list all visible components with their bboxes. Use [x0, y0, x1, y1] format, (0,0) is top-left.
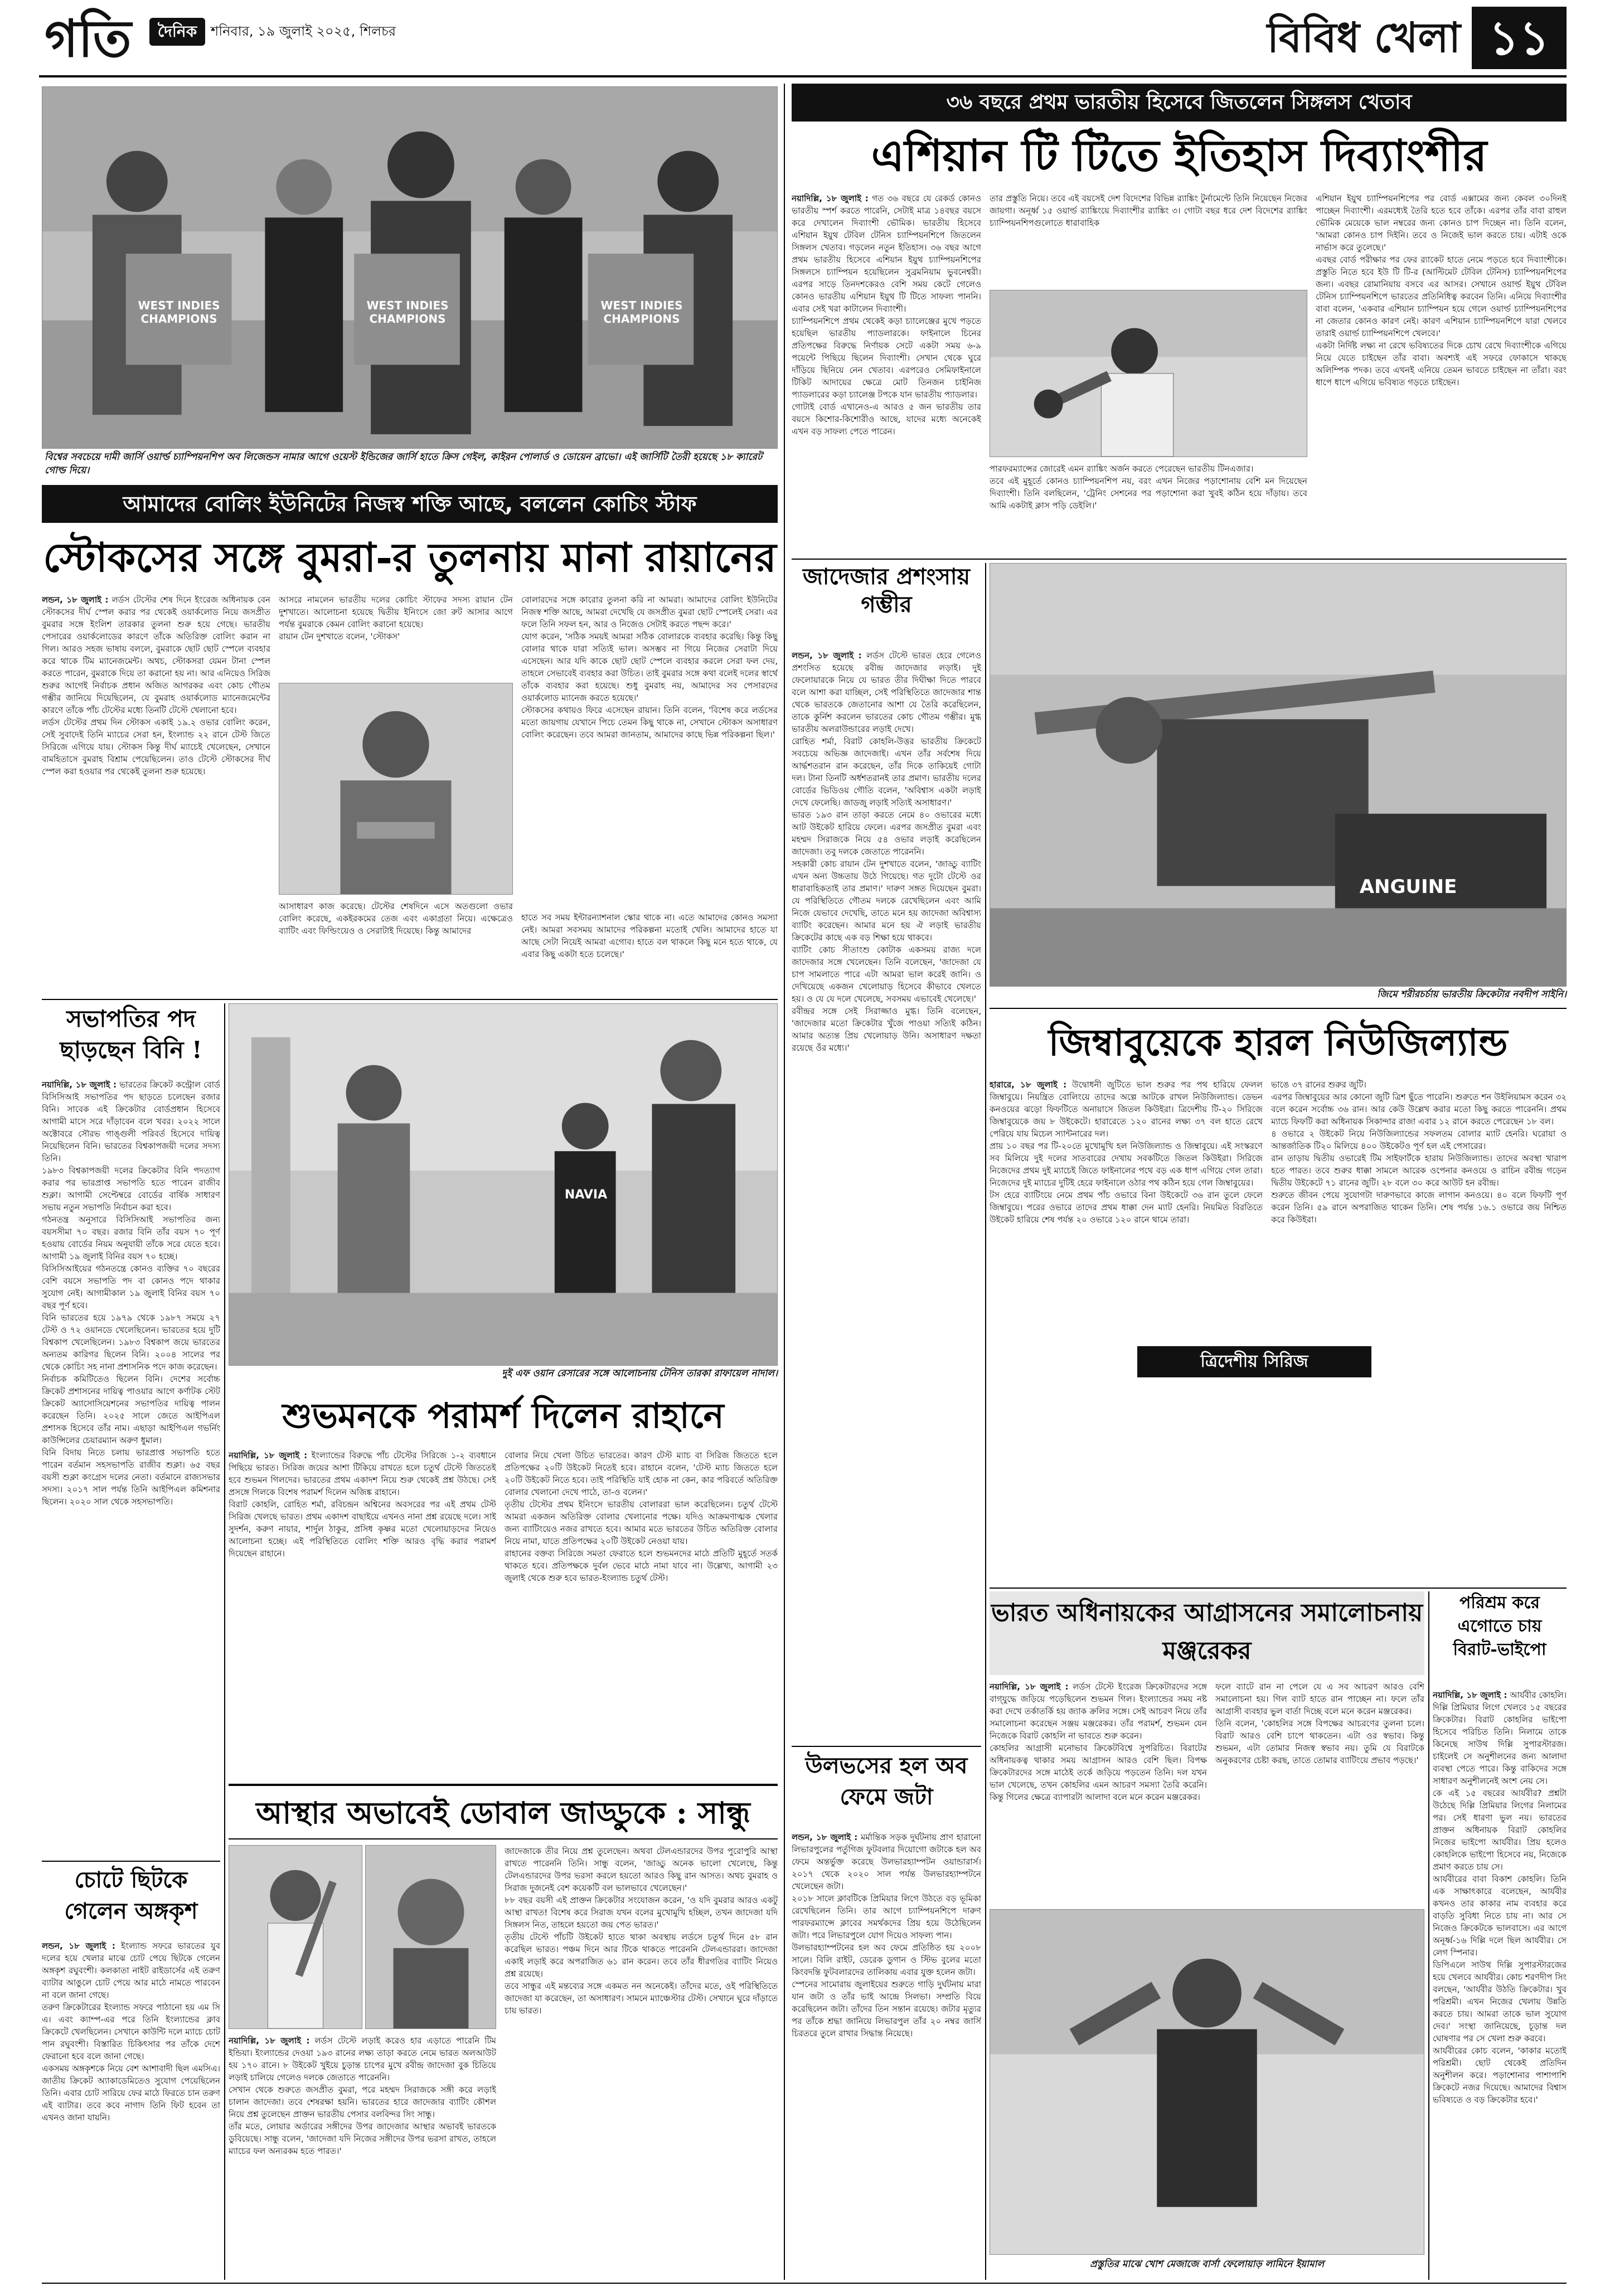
masthead-rule — [39, 75, 1567, 77]
yamal-photo-caption: প্রস্তুতির মাঝে খোশ মেজাজে বার্সা ফেলোয়াড় লামিনে ইয়ামাল — [1089, 2259, 1325, 2270]
asian-tt-kicker-text: ৩৬ বছরে প্রথম ভারতীয় হিসেবে জিতলেন সিঙ্গলস খেতাব — [946, 91, 1412, 114]
stokes-dateline: লন্ডন, ১৮ জুলাই : — [42, 595, 109, 605]
stokes-body1: লর্ডস টেস্টের শেষ দিনে ইংরেজ অধিনায়ক বেন স্টোকসের দীর্ঘ স্পেল করার পর থেকেই ওয়ার্কলোড নিয়ে জসপ্রীত বুমরার সঙ্গে ইংলিশ তারকার তুলনা শুরু হয়ে গেছে। ভারতীয় পেসারের ওয়ার্কলোডের কারণে তাঁকে অতিরিক্ত বোলিং করান না গিল। আরও সহজ ভাষায় বললে, বুমরাকে ছোট ছোট স্পেলে ব্যবহার করে থাকে টিম ম্যানেজমেন্ট। অথচ, স্টোকসরা যেমন টানা স্পেল করতে পারেন, বুমরাকে দিয়ে তা করানো হয় না। আর এনিয়েও সিরিজ শুরুর আগেই নির্বাচক প্রধান অজিত আগরকর এবং কোচ গৌতম গম্ভীর জানিয়ে দিয়েছিলেন, যে বুমরাহ ওয়ার্কলোড ম্যানেজমেন্টের কারণে তাঁকে পাঁচ টেস্টের মধ্যে তিনটি টেস্টে খেলানো হবে। লর্ডস টেস্টের প্রথম দিন স্টোকস একাই ১৯.২ ওভার বোলিং করেন, সেই সুবাদেই তিনি ম্যাচের সেরা হন, ইংল্যান্ড ২২ রানে টেস্ট জিতে সিরিজে এগিয়ে যায়। স্টোকস কিন্তু দীর্ঘ ম্যাচেই খেলেছেন, সেখানে বামহিতাসে বুমরাহ বিশ্রাম পেয়েছিলেন। তাও টেস্টে স্টোকসের দীর্ঘ স্পেল করা হওয়ার পর থেকেই তুলনা শুরু হয়েছে। — [42, 595, 270, 776]
nadal-shirt-text: NAVIA — [564, 1188, 608, 1202]
binny-dateline: নয়াদিল্লি, ১৮ জুলাই : — [42, 1080, 117, 1090]
angkrish-col — [42, 1940, 220, 2280]
virat-dateline: নয়াদিল্লি, ১৮ জুলাই : — [1433, 1690, 1507, 1700]
top-photo-caption: বিশ্বের সবচেয়ে দামী জার্সি ওয়ার্ল্ড চ্যাম্পিয়নশিপ অব লিজেন্ডস নামার আগে ওয়েস্ট ইন্ডিজের জার্সি হাতে ক্রিস গেইল, কাইরন পোলার্ড ও ডোয়েন ব্রাভো। এই জার্সিটি তৈরী হয়েছে ১৮ ক্যারেট গোল্ড দিয়ে। — [45, 452, 763, 476]
rule-binny-top — [42, 999, 778, 1000]
rahane-col1 — [229, 1449, 496, 1778]
gym-shirt-text: ANGUINE — [1359, 876, 1457, 898]
sandhu-headline-box — [229, 1784, 778, 1839]
rahane-body1: ইংল্যান্ডের বিরুদ্ধে পাঁচ টেস্টের সিরিজে ১-২ ব্যবধানে পিছিয়ে ভারত। সিরিজ জয়ের আশা টিকিয়ে রাখতে হলে চতুর্থ টেস্টে জিততেই হবে শুভমন গিলদের। ভারতের প্রথম একাদশ নিয়ে শুরু থেকেই প্রশ্ন উঠছে। সেই প্রসঙ্গে গিলকে বিশেষ পরামর্শ দিলেন অজিঙ্ক রাহানে। বিরাট কোহলি, রোহিত শর্মা, রবিচন্দ্রন অশ্বিনের অবসরের পর এই প্রথম টেস্ট সিরিজ খেলছে ভারত। প্রথম একাদশ বাছাইয়ে এখনও নানা প্রশ্ন রয়েছে দলে। সাই সুদর্শন, করুণ নায়ার, শার্দুল ঠাকুর, প্রসিধ কৃষ্ণর মতো খেলোয়াড়দের নিয়েও আলোচনা হচ্ছে। এই পরিস্থিতিতে বোলিং শক্তি আরও বৃদ্ধি করার পরামর্শ দিয়েছেন রাহানে। — [229, 1450, 496, 1559]
angkrish-body: ইংল্যান্ড সফরে ভারতের যুব দলের হয়ে খেলার মাঝে চোট পেয়ে ছিটকে গেলেন অঙ্গকৃশ রঘুবংশী। কলকাতা নাইট রাইডার্সের এই তরুণ ব্যাটার আঙুলে চোট পেয়ে আর মাঠে নামতে পারবেন না বলে জানা গেছে। তরুণ ক্রিকেটারের ইংল্যান্ড সফরে পাঠানো হয় এম সি এ। এবং ক্যাম্প-এর পরে তিনি ইংল্যান্ডের ক্লাব ক্রিকেটে খেলছিলেন। সেখানে কাউন্টি দলে ম্যাচে চোট পান রঘুবংশী। বিস্তারিত চিকিৎসার পর তাঁকে দেশে ফেরানো হবে বলে জানা গেছে। একসময় অঙ্গকৃশকে নিয়ে বেশ আশাবাদী ছিল এমসিএ। জাতীয় ক্রিকেট অ্যাকাডেমিতেও সুযোগ পেয়েছিলেন তিনি। এবার চোট সারিয়ে ফের মাঠে ফিরতে চান তরুণ এই ব্যাটার। তবে কবে নাগাদ তিনি ফিট হবেন তা এখনও জানা যায়নি। — [42, 1941, 220, 2123]
ulabhas-body: মর্মান্তিক সড়ক দুর্ঘটনায় প্রাণ হারানো লিভারপুলের পর্তুগিজ ফুটবলার দিয়োগো জটাকে হল অব ফেমে অন্তর্ভুক্ত করেছে উলভারহ্যাম্পটন ওয়ান্ডারার্স। ২০১৭ থেকে ২০২০ সাল পর্যন্ত উলভারহ্যাম্পটনে খেলেছেন জটা। ২০১৮ সালে ক্লাবটিকে প্রিমিয়ার লিগে উঠতে বড় ভূমিকা রেখেছিলেন তিনি। তার আগে চ্যাম্পিয়নশিপে দারুণ পারফরম্যান্সে ক্লাবের সমর্থকদের প্রিয় হয়ে উঠেছিলেন জটা। পরে লিভারপুলে যোগ দিয়েও সাফল্য পান। উলভারহ্যাম্পটনের হল অব ফেমে প্রতিষ্ঠিত হয় ২০০৮ সালে। বিলি রাইট, ডেরেক ডুগান ও স্টিভ বুলের মতো কিংবদন্তি ফুটবলারদের তালিকায় এবার যুক্ত হলেন জটা। স্পেনের সামোরায় জুলাইয়ের শুরুতে গাড়ি দুর্ঘটনায় মারা যান জটা ও তাঁর ভাই আন্দ্রে সিলভা। সম্প্রতি বিয়ে করেছিলেন জটা। তাঁদের তিন সন্তান রয়েছে। জটার মৃত্যুর পর তাঁকে শ্রদ্ধা জানিয়ে লিভারপুল তাঁর ২০ নম্বর জার্সি চিরতরে তুলে রাখার সিদ্ধান্ত নিয়েছে। — [792, 1832, 981, 2038]
jadeja-col — [792, 649, 981, 1742]
sister-logo — [149, 18, 205, 46]
virat-headline: পরিশ্রম করে এগোতে চায় বিরাট-ভাইপো — [1453, 1593, 1546, 1659]
rule-angkrish — [42, 1861, 220, 1862]
gill-critic-dateline: নয়াদিল্লি, ১৮ জুলাই : — [990, 1682, 1069, 1692]
jersey-text-1: WEST INDIES CHAMPIONS — [138, 299, 220, 326]
nadal-photo — [229, 1003, 778, 1366]
sandhu-col1 — [229, 2035, 496, 2280]
yamal-photo — [990, 1909, 1424, 2255]
virat-body: আর্যবীর কোহলি। দিল্লি প্রিমিয়ার লিগে খেলবে ১৫ বছরের ক্রিকেটার। বিরাট কোহলির ভাইপো হিসেবে পরিচিত তিনি। নিলামে তাকে কিনেছে সাউথ দিল্লি সুপারস্টারজ। চাইলেই সে অনুশীলনের জন্য আলাদা ব্যবস্থা পেতে পারে। কিন্তু বাকিদের সঙ্গে সাধারণ অনুশীলনেই অংশ নেয় সে। কে এই ১৫ বছরের আর্যবীর? প্রশ্নটা উঠেছে দিল্লি প্রিমিয়ার লিগের নিলামের পর। সেই ধারণা ভুল নয়। ভারতের প্রাক্তন অধিনায়ক বিরাট কোহলির নিজের ভাইপো আর্যবীর। প্রিয় হলেও কোহলিকে ভাইপো হিসেবে নয়, নিজেকে প্রমাণ করতে চায় সে। আর্যবীরের বাবা বিকাশ কোহলি। তিনি এক সাক্ষাৎকারে বলেছেন, আর্যবীর কখনও তার কাকার নাম ব্যবহার করে বাড়তি সুবিধা নিতে চায় না। আর সে নিজেও ক্রিকেটকে ভালবাসে। এর আগে অনূর্ধ্ব-১৬ দিল্লি দলে ছিল আর্যবীর। সে লেগ স্পিনার। ডিপিএলে সাউথ দিল্লি সুপারস্টারজের হয়ে খেলবে আর্যবীর। কোচ শরণদীপ সিং বলছেন, 'আর্যবীর উঠতি ক্রিকেটার। খুব পরিশ্রমী। এখন নিজের খেলায় উন্নতি করতে চায়। আমরা তাকে ভাল সুযোগ দেব।' সংস্থা জানিয়েছে, চূড়ান্ত দল ঘোষণার পর সে খেলা শুরু করবে। আর্যবীরের কোচ বলেন, 'কাকার মতোই পরিশ্রমী। ছোট থেকেই প্রতিদিন অনুশীলন করে। পড়াশোনার পাশাপাশি ক্রিকেটে নজর দিয়েছে। আমাদের বিশ্বাস ভবিষ্যতে ও বড় ক্রিকেটার হবে।' — [1433, 1690, 1567, 2105]
jersey-text-3: WEST INDIES CHAMPIONS — [600, 299, 683, 326]
date-line: শনিবার, ১৯ জুলাই ২০২৫, শিলচর — [211, 23, 396, 39]
rule-main — [784, 84, 785, 2280]
jadeja-dateline: লন্ডন, ১৮ জুলাই : — [792, 651, 862, 661]
sandhu-dateline: নয়াদিল্লি, ১৮ জুলাই : — [229, 2036, 310, 2046]
gill-critic-headline: ভারত অধিনায়কের আগ্রাসনের সমালোচনায় মঞ্জরেকর — [991, 1599, 1423, 1665]
virat-col — [1433, 1689, 1567, 2280]
gill-critic-headline-box — [990, 1591, 1424, 1675]
asian-tt-col3: পারফরম্যান্সের জোরেই এমন র‍্যাঙ্কিং অর্জন করতে পেরেছেন ভারতীয় টিনএজার। তবে এই মুহূর্তে কোনও চ্যাম্পিয়নশিপ নয়, বরং এখন নিজের পড়াশোনায় বেশি মন দিয়েছেন দিব্যাংশী। তিনি বলছিলেন, 'ট্রেনিং সেশনের পর পড়াশোনা করা খুবই কঠিন হয়ে দাঁড়ায়। তবে আমি একটাই ক্লাস পড়ি ডেইলি।' — [990, 464, 1307, 511]
sister-logo-text: দৈনিক — [157, 22, 197, 41]
asian-tt-col2: তার প্রস্তুতি নিয়ে। তবে এই বয়সেই দেশ বিদেশের বিভিন্ন র‍্যাঙ্কিং টুর্নামেন্টে তিনি নিয়েছেন নিজের জায়গা। অনূর্ধ্ব ১৫ ওয়ার্ল্ড র‍্যাঙ্কিংয়ে দিব্যাংশীর র‍্যাঙ্কিং ৩। গোটা বছর ধরে দেশ বিদেশের র‍্যাঙ্কিং চ্যাম্পিয়নশিপগুলোতে ধারাবাহিক — [990, 193, 1307, 228]
binny-col — [42, 1079, 220, 1859]
zim-col1 — [990, 1079, 1263, 1586]
ulabhas-headline: উলভসের হল অব ফেমে জটা — [805, 1753, 968, 1810]
sandhu-photo-1 — [229, 1845, 362, 2029]
divyanshi-photo — [990, 290, 1307, 457]
rule-virat — [1428, 1591, 1429, 2280]
section-title: বিবিধ খেলা — [1267, 14, 1461, 62]
asian-tt-headline: এশিয়ান টি টিতে ইতিহাস দিব্যাংশীর — [871, 130, 1487, 181]
trination-label-text: ত্রিদেশীয় সিরিজ — [1200, 1352, 1308, 1371]
stokes-col2b: আসাধারণ কাজ করেছে। টেস্টের শেষদিনে এসে অতগুলো ওভার বোলিং করেছে, একইরকমের তেজ এবং একাগ্রতা নিয়ে। এক্ষেত্রেও ব্যাটিং এবং ফিল্ডিংয়েও ও সেরাটাই দিয়েছে। কিন্তু আমাদের — [279, 901, 513, 936]
rahane-col2: বোলার নিয়ে খেলা উচিত ভারতের। কারণ টেস্ট ম্যাচ বা সিরিজ জিততে হলে প্রতিপক্ষের ২০টি উইকেট নিতেই হবে। রাহানে বলেন, 'টেস্ট ম্যাচ জিততে হলে ২০টি উইকেট নিতে হবে। তাই পরিস্থিতি যাই হোক না কেন, কার পরিবর্তে অতিরিক্ত বোলার খেলানো দেখে পাঠে, তা-ও বলেন।' তৃতীয় টেস্টের প্রথম ইনিংসে ভারতীয় বোলাররা ভাল করেছিলেন। চতুর্থ টেস্টে আমরা একজন অতিরিক্ত বোলার খেলানোর পক্ষে। যদিও আক্রমণাত্মক খেলার জন্য ব্যাটিংয়েও নজর রাখতে হবে। আমার মতে ভারতের উচিত অতিরিক্ত বোলার নিয়ে নামা, যাতে প্রতিপক্ষের ২০টি উইকেট নেওয়া যায়। রাহানের বক্তব্য সিরিজে সমতা ফেরাতে হলে শুভমনদের মাঠে প্রতিটি মুহূর্তে সতর্ক থাকতে হবে। প্রতিপক্ষকে দুর্বল ভেবে মাঠে নামা যাবে না। উল্লেখ্য, আগামী ২৩ জুলাই থেকে শুরু হবে ভারত-ইংল্যান্ড চতুর্থ টেস্ট। — [505, 1450, 778, 1583]
rule-left-mid — [224, 1003, 225, 2280]
binny-body: ভারতের ক্রিকেট কন্ট্রোল বোর্ড বিসিসিআই সভাপতির পদ ছাড়তে চলেছেন রজার বিনি। সাবেক এই ক্রিকেটার বোর্ডপ্রধান হিসেবে আগামী মাসে সরে দাঁড়াবেন বলে খবর। ২০২২ সালে অক্টোবরে সৌরভ গাঙ্গুলী পরিবর্ত হিসেবে দায়িত্ব নিয়েছিলেন বিনি। ভারতের বিশ্বকাপজয়ী দলের সদস্য তিনি। ১৯৮৩ বিশ্বকাপজয়ী দলের ক্রিকেটার বিনি পদত্যাগ করার পর ভারপ্রাপ্ত সভাপতি হতে পারেন রাজীব শুক্লা। আগামী সেপ্টেম্বরে বোর্ডের বার্ষিক সাধারণ সভায় নতুন সভাপতি নির্বাচন করা হবে। গঠনতন্ত্র অনুসারে বিসিসিআই সভাপতির জন্য বয়সসীমা ৭০ বছর। রজার বিনি তাঁর বয়স ৭০ পূর্ণ হওয়ায় বোর্ডের নিয়ম অনুযায়ী তাঁকে সরে যেতে হবে। আগামী ১৯ জুলাই বিনির বয়স ৭০ হচ্ছে। বিসিসিআইয়ের গঠনতন্ত্রে কোনও ব্যক্তির ৭০ বছরের বেশি বয়সে সভাপতি পদ বা কোনও পদে থাকার সুযোগ নেই। আগামীকাল ১৯ জুলাই বিনির বয়স ৭০ বছর পূর্ণ হবে। বিনি ভারতের হয়ে ১৯৭৯ থেকে ১৯৮৭ সময়ে ২৭ টেস্ট ও ৭২ ওয়ানডে খেলেছিলেন। ভারতের হয়ে দুটি বিশ্বকাপ খেলেছিলেন। ১৯৮৩ বিশ্বকাপ জয়ে ভারতের অন্যতম কারিগর ছিলেন বিনি। ২০০৪ সালের পর থেকে কোচিং সহ নানা প্রশাসনিক পদে কাজ করেছেন। নির্বাচক কমিটিতেও ছিলেন বিনি। দেশের সর্বোচ্চ ক্রিকেট প্রশাসনের দায়িত্ব পাওয়ার আগে কর্ণাটক স্টেট ক্রিকেট অ্যাসোসিয়েশনের সভাপতির দায়িত্ব পালন করেছেন তিনি। ২০২৫ সালে জেতে আইপিএল প্রশাসক হিসেবে তাঁর নাম। এছাড়া আইপিএল গভর্নিং কাউন্সিলের চেয়ারম্যান অরুণ ধুমাল। বিনি বিদায় নিতে চলায় ভারপ্রাপ্ত সভাপতি হতে পারেন বর্তমান সহসভাপতি রাজীব শুক্লা। ৬৫ বছর বয়সী শুক্লা কংগ্রেস দলের নেতা। বর্তমানে রাজ্যসভার সদস্য। ২০১৭ সাল পর্যন্ত তিনি আইপিএল কমিশনার ছিলেন। ২০২০ সাল থেকে সহসভাপতি। — [42, 1080, 220, 1507]
jadeja-headline: জাদেজার প্রশংসায় গম্ভীর — [802, 564, 971, 618]
binny-headline: সভাপতির পদ ছাড়ছেন বিনি ! — [60, 1005, 202, 1064]
sandhu-headline: আস্থার অভাবেই ডোবাল জাড্ডুকে : সান্ধু — [256, 1795, 750, 1831]
rule-gill-top — [990, 1588, 1567, 1589]
asian-tt-body1: গত ৩৬ বছরে যে রেকর্ড কোনও ভারতীয় স্পর্শ করতে পারেনি, সেটাই মাত্র ১৪বছর বয়সে করে দেখালেন দিব্যাংশী ভৌমিক। ভারতীয় হিসেবে এশিয়ান ইয়ুথ টেবিল টেনিস চ্যাম্পিয়নশিপে জিতলেন সিঙ্গলস খেতাব। গড়লেন নতুন ইতিহাস। ৩৬ বছর আগে প্রথম ভারতীয় হিসেবে এশিয়ান ইয়ুথ চ্যাম্পিয়নশিপের সিঙ্গলসে চ্যাম্পিয়ন হয়েছিলেন সুব্রমনিয়াম ভুবনেশ্বরী। এরপর সাড়ে তিনদশকেরও বেশি সময় কেটে গেলেও কোনও ভারতীয় এশিয়ান ইয়ুথ টি টিতে সাফল্য পাননি। এবার সেই খরা কাটালেন দিব্যাংশী। চ্যাম্পিয়নশিপে প্রথম থেকেই কড়া চ্যালেঞ্জের মুখে পড়তে হয়েছিল ভারতীয় প্যাডলারকে। ফাইনালে চিনের প্রতিপক্ষের বিরুদ্ধে নির্ণায়ক সেটে একটা সময় ৬-৯ পয়েন্টে পিছিয়ে ছিলেন দিব্যাংশী। সেখান থেকে ঘুরে দাঁড়িয়ে ছিনিয়ে নেন খেতাব। এরপরেও সেমিফাইনালে টিকিট আদায়ের ক্ষেত্রে মোট তিনজন চাইনিজ প্যাডলারের কড়া চ্যালেঞ্জ টপকে যান ভারতীয় প্যাডলার। গোটাই বোর্ড এখানেও-এ আরও ৫ জন ভারতীয় তার বয়সে কিশোর-কিশোরীও আছে, যাদের মধ্যে অনেকেই এখন বড় সাফল্য পেতে পারেন। — [792, 193, 981, 436]
masthead — [0, 0, 1605, 84]
angkrish-headline: চোটে ছিটকে গেলেন অঙ্গকৃশ — [64, 1867, 198, 1924]
rule-bottom — [42, 2283, 1567, 2284]
stokes-col3: বোলারদের সঙ্গে কারোর তুলনা করি না আমরা। আমাদের বোলিং ইউনিটের নিজস্ব শক্তি আছে, আমরা দেখেছি যে জসপ্রীত বুমরা ছোট স্পেলেই সেরা। এর ফলে তিনি সফল হন, আর ও নিজেও সেটাই করতে পছন্দ করে।' যোগ করেন, 'সঠিক সময়ই আমরা সঠিক বোলারকে ব্যবহার করেছি। কিন্তু কিছু বোলার থাকে যারা সত্যিই ভাল। অসম্ভব না গিয়ে নিজের সেরাটা দিয়ে এসেছেন। আর যদি কাকে ছোট ছোট স্পেলে ব্যবহার করলে সেরা ফল দেয়, তাহলে সেভাবেই ব্যবহার করা উচিত। তাই বুমরার সঙ্গে কথা বলেই দলের স্বার্থে তাঁকে ব্যবহার করা হয়েছে। শুধু বুমরাহ নয়, আমাদের সব পেসারদের ওয়ার্কলোড ম্যানেজ করতে হয়েছে।' স্টোকসের কথায়ও ফিরে এসেছেন রায়ান। তিনি বলেন, 'বিশেষ করে লর্ডসের মতো জায়গায় যেখানে পিচে তেমন কিছু থাকে না, সেখানে স্টোকস অসাধারণ বোলিং করেছেন। তবে আমরা জানতাম, আমাদের কাছে ভিন্ন পরিকল্পনা ছিল।' — [521, 595, 778, 740]
jadeja-body: লর্ডস টেস্টে ভারত হেরে গেলেও প্রশংসিত হয়েছে রবীন্দ্র জাদেজার লড়াই। দুই ফেলোয়ারকে নিয়ে যে ভারত তীর দিঘীক্ষা দিতে পারবে বলে আশা করা যাচ্ছিল, সেই পরিস্থিতিতে জাদেজার শান্ত থেকে ভারতকে জেতানোর আশা যে তৈরি করেছিলেন, তাকে কুর্নিশ করলেন ভারতের কোচ গৌতম গম্ভীর। মুগ্ধ ভারতীয় অলরাউন্ডারের লড়াই দেখে। রোহিত শর্মা, বিরাট কোহলি-উত্তর ভারতীয় ক্রিকেটে সবচেয়ে অভিজ্ঞ জাদেজাই। এখন তাঁর সর্বশেষ দিয়ে আর্দ্ধশতরান রান করেছেন, তাঁর দিকে তাকিয়েই গোটা দল। টানা তিনটি অর্ধশতরানই তার প্রমাণ। ভারতীয় দলের বোর্ডের ভিডিওয় গৌতি বলেন, 'অবিশ্বাস একটা লড়াই দেখে ফেলেছি। জাডজু লড়াই সত্যিই অসাধারণ।' ভারত ১৯৩ রান তাড়া করতে নেমে ৪০ ওভারের মধ্যে আট উইকেট হারিয়ে ফেলে। এরপর জসপ্রীত বুমরা এবং মহম্মদ সিরাজকে নিয়ে ৫৪ ওভার লড়াই করেছিলেন জাদেজা। তবু দলকে জেতাতে পারেননি। সহকারী কোচ রায়ান টেন দুশখাতে বলেন, 'জাড্ডু ব্যাটিং এখন অন্য উচ্চতায় উঠে গিয়েছে। গত দুটো টেস্টে ওর ধারাবাহিকতাই তার প্রমাণ।' দারুণ সঙ্গত দিয়েছেন বুমরা। যে পরিস্থিতিতে গৌতম দলকে রেখেছিলেন এবং আমি নিজে যেভাবে দেখেছি, তাতে মনে হয় জাদেজা অবিশ্বাস্য ব্যাটিং করেছেন। আমার মনে হয় ঐ লড়াই ভারতীয় ক্রিকেটের কাছে এক বড় শিক্ষা হয়ে থাকবে। ব্যাটিং কোচ সীতাংশু কোটাক একসময় রাজ্য দলে জাদেজার সঙ্গে খেলেছেন। তিনি বলেছেন, 'জাদেজা যে চাপ সামলাতে পারে এটা আমরা ভাল করেই জানি। ও দেখিয়েছে একজন খেলোয়াড় হিসেবে কীভাবে খেলতে হয়। ও যে যে দলে খেলেছে, সবসময় এভাবেই খেলেছে।' রবীন্দ্রর সঙ্গে সেই সিরাজ্জাও মুগ্ধ। তিনি বলেছেন, 'জাদেজার মতো ক্রিকেটার খুঁজে পাওয়া সত্যিই কঠিন। আমার অত্যন্ত প্রিয় খেলোয়াড় উনি। অসাধারণ দক্ষতা রয়েছে ওঁর মধ্যে।' — [792, 651, 981, 1053]
coach-photo — [279, 683, 513, 895]
gym-photo-caption: জিমে শরীরচর্চায় ভারতীয় ক্রিকেটার নবদীপ সাইনি। — [1377, 989, 1567, 1000]
zim-dateline: হারারে, ১৮ জুলাই : — [990, 1080, 1067, 1090]
rule-asian-bottom — [792, 559, 1567, 560]
ulabhas-col — [792, 1831, 981, 2277]
rule-ulabhas-top — [792, 1746, 981, 1747]
jersey-text-2: WEST INDIES CHAMPIONS — [366, 299, 449, 326]
gill-critic-body1: লর্ডস টেস্টে ইংরেজ ক্রিকেটারদের সঙ্গে বাগ্‌যুদ্ধে জড়িয়ে পড়েছিলেন শুভমন গিল। ইংল্যান্ডের সময় নষ্ট করা দেখে তর্কাতর্কি হয় জ্যাক ক্রলির সঙ্গে। সেই আচরণ নিয়ে তাঁর সমালোচনা করেছেন সঞ্জয় মঞ্জরেকর। তাঁর পরামর্শ, শুভমন যেন নিজেকে বিরাট কোহলি না ভাবতে শুরু করেন। কোহলির আগ্রাসী মনোভাব ক্রিকেটবিশ্বে সুপরিচিত। বিরাটের অধিনায়কত্ব থাকার সময় আগ্রাসন আরও বেশি ছিল। বিপক্ষ ক্রিকেটারদের সঙ্গে মাঠেই তর্কে জড়িয়ে পড়তেন তিনি। দল যখন ভাল খেলেছে, তখন কোহলির এমন আচরণ সমস্যা তৈরি করেনি। কিন্তু গিলের ক্ষেত্রে ব্যাপারটা আলাদা বলে মনে করেন মঞ্জরেকর। — [990, 1682, 1207, 1802]
asian-tt-kicker — [792, 84, 1567, 122]
rahane-headline: শুভমনকে পরামর্শ দিলেন রাহানে — [282, 1395, 724, 1436]
stokes-col1 — [42, 594, 270, 995]
sandhu-body1: লর্ডস টেস্টে লড়াই করেও হার এড়াতে পারেনি টিম ইন্ডিয়া। ইংল্যান্ডের দেওয়া ১৯৩ রানের লক্ষ্য তাড়া করতে নেমে ভারত অলআউট হয় ১৭০ রানে। ৮ উইকেট খুইয়ে চুড়ান্ত চাপের মুখে রবীন্দ্র জাদেজা বুক চিতিয়ে লড়াই চালিয়ে গেলেও দলকে জেতাতে পারেননি। সেখান থেকে শুরুতে জসপ্রীত বুমরা, পরে মহম্মদ সিরাজকে সঙ্গী করে লড়াই চালান জাদেজা। তবে শেষরক্ষা হয়নি। ভারতের হারে জাদেজার ব্যাটিং কৌশল নিয়ে প্রশ্ন তুলেছেন প্রাক্তন ভারতীয় পেসার বলবিন্দর সিং সান্ধু। তাঁর মতে, লোয়ার অর্ডারের সঙ্গীদের উপর জাদেজার আস্থার অভাবই ভারতকে ডুবিয়েছে। সান্ধু বলেন, 'জাদেজা যদি নিজের সঙ্গীদের উপর ভরসা রাখত, তাহলে ম্যাচের ফল অন্যরকম হতে পারত।' — [229, 2036, 496, 2156]
bowling-banner-text: আমাদের বোলিং ইউনিটের নিজস্ব শক্তি আছে, বললেন কোচিং স্টাফ — [123, 492, 697, 516]
zim-body1: উদ্বোধনী জুটিতে ভাল শুরুর পর পথ হারিয়ে ফেলল জিম্বাবুয়ে। নিয়ন্ত্রিত বোলিংয়ে তাদের অল্পে আটকে রাখল নিউজিল্যান্ড। ডেভন কনওয়ের ঝড়ো ফিফটিতে অনায়াসে জিতল কিউইরা। ত্রিদেশীয় টি-২০ সিরিজে জিম্বাবুয়েকে জয় ৮ উইকেটে। হারারেতে ১২০ রানের লক্ষ্য ৩৭ বল হাতে রেখে পেরিয়ে যায় মিচেল স্যান্টনারের দল। প্রায় ১০ বছর পর টি-২০তে মুখোমুখি হল নিউজিল্যান্ড ও জিম্বাবুয়ে। এই সংস্করণে সব মিলিয়ে দুই দলের সাতবারের দেখায় সবকটিতে জিতল কিউইরা। সিরিজে নিজেদের প্রথম দুই ম্যাচেই জিতে ফাইনালের পথে বড় এক ধাপ এগিয়ে গেল তারা। নিজেদের দুই ম্যাচের দুটিই হেরে ফাইনালে ওঠার পথ কঠিন হয়ে গেল জিম্বাবুয়ের। টস হেরে ব্যাটিংয়ে নেমে প্রথম পাঁচ ওভারে বিনা উইকেটে ৩৬ রান তুলে ফেলে জিম্বাবুয়ে। পরের ওভারে তাদের প্রথম ধাক্কা দেন ম্যাট হেনরি। নিয়মিত বিরতিতে উইকেট হারিয়ে শেষ পর্যন্ত ২০ ওভারে ১২০ রানে থামে তারা। — [990, 1080, 1263, 1225]
zim-col2: ভাঙে ৩৭ রানের শুরুর জুটি। এরপর জিম্বাবুয়ের আর কোনো জুটি ত্রিশ ছুঁতে পারেনি। শুরুতে শন উইলিয়ামস করেন ৩২ বলে করেন সর্বোচ্চ ৩৬ রান। আর কেউ উল্লেখ করার মতো কিছু করতে পারেননি। প্রথম ম্যাচে ফিফটি করা অধিনায়ক সিকান্দার রাজা এবার ১২ রানে করতে পেরেছেন ১৮ বল। ৪ ওভারে ২ উইকেট নিয়ে নিউজিল্যান্ডের সফলতম বোলার ম্যাট হেনরি। ঘরোয়া ও আন্তর্জাতিক টি২০ মিলিয়ে ৪০০ উইকেটও পূর্ণ হল এই পেসারের। রান তাড়ায় দ্বিতীয় ওভারেই টিম সাইফার্টকে হারায় নিউজিল্যান্ড। তাদের অবস্থা খারাপ হতে পারত। তবে শুরুর ধাক্কা সামলে আরেক ওপেনার কনওয়ে ও রাচিন রবীন্দ্র গড়েন দ্বিতীয় উইকেটে ৭১ রানের জুটি। ২৮ বলে ৩০ করে আউট হন রবীন্দ্র। শুরুতে জীবন পেয়ে সুযোগটা দারুণভাবে কাজে লাগান কনওয়ে। ৪০ বলে ফিফটি পূর্ণ করেন তিনি। ৫৯ রানে অপরাজিত থাকেন তিনি। শেষ পর্যন্ত ১৬.১ ওভারে জয় নিশ্চিত করে কিউইরা। — [1271, 1080, 1567, 1225]
gill-critic-col1 — [990, 1681, 1207, 1904]
page-number: ১১ — [1472, 7, 1567, 69]
rule-jadeja — [985, 563, 986, 2280]
sandhu-photo-2 — [365, 1845, 496, 2029]
ulabhas-dateline: লন্ডন, ১৮ জুলাই : — [792, 1832, 858, 1842]
zim-headline: জিম্বাবুয়েকে হারল নিউজিল্যান্ড — [1048, 1021, 1508, 1064]
stokes-col2: আসরে নামলেন ভারতীয় দলের কোচিং স্টাফের সদস্য রায়ান টেন দুশখাতে। আলোচনা হয়েছে দ্বিতীয় ইনিংসে জো রুট আসার আগে পর্যন্ত বুমরাকে কেমন বোলিং করানো হয়েছে। রায়ান টেন দুশখাতে বলেন, 'স্টোকস' — [279, 595, 513, 642]
bowling-banner — [42, 485, 778, 523]
nadal-photo-caption: দুই এফ ওয়ান রেসারের সঙ্গে আলোচনায় টেনিস তারকা রাফায়েল নাদাল। — [502, 1368, 778, 1379]
asian-tt-dateline: নয়াদিল্লি, ১৮ জুলাই : — [792, 193, 869, 203]
stokes-col3b: হাতে সব সময় ইন্টারন্যাশনাল স্কোর থাকে না। এতে আমাদের কোনও সমস্যা নেই। আমরা সবসময় আমাদের পরিকল্পনা মতোই খেলি। আমাদের হাতে যা আছে সেটা নিয়েই আমরা এগোব। হাতে বল থাকলে কিছু মনে হতে থাকে, যে এবার কিছু একটা হতে চলেছে।' — [521, 912, 778, 959]
sandhu-col2: জাদেজাকে তীর নিয়ে প্রশ্ন তুলেছেন। অথবা টেলএন্ডারদের উপর পুরোপুরি আস্থা রাখতে পারেননি তিনি। সান্ধু বলেন, 'জাড্ডু অনেক ভালো খেলেছে, কিন্তু টেলএন্ডারদের উপর ভরসা করলে হয়তো আরও কিছু রান আসত। অথচ বুমরাহ ও সিরাজ দুজনেই বেশ কয়েকটি বল ভালভাবে খেলেছেন।' ৮৮ বছর বয়সী এই প্রাক্তন ক্রিকেটার সংযোজন করেন, 'ও যদি বুমরার আরও একটু আস্থা রাখত! বিশেষ করে সিরাজ যখন বলের মুখোমুখি হচ্ছিল, তখন জাদেজা যদি সিঙ্গলস নিত, তাহলে হয়তো জয় পেত ভারত।' তৃতীয় টেস্টে পাঁচটি উইকেট হাতে থাকা অবস্থায় লর্ডসে চতুর্থ দিনে ৫৮ রান করেছিল ভারত। পঞ্চম দিনে আর টিকে থাকতে পারেননি টেলএন্ডাররা। জাদেজা একাই লড়াই করে অপরাজিত ৬১ রান করেন। তবে তাঁর ধীরগতির ব্যাটিং নিয়েও প্রশ্ন রয়েছে। তবে সান্ধুর এই মন্তব্যের সঙ্গে একমত নন অনেকেই। তাঁদের মতে, ওই পরিস্থিতিতে জাদেজা যা করেছেন, তা অসাধারণ। সামনে ম্যাঞ্চেস্টার টেস্ট। সেখানে ঘুরে দাঁড়াতে চায় ভারত। — [505, 1846, 778, 2016]
gill-critic-col2: ফলে ব্যাটে রান না পেলে যে এ সব আচরণ আরও বেশি সমালোচনা হয়। গিল ব্যাট হাতে রান পাচ্ছেন না। ফলে তাঁর আগ্রাসী ব্যবহার ভুল বার্তা দিচ্ছে বলে মনে করেন মঞ্জরেকর। তিনি বলেন, 'কোহলির সঙ্গে বিপক্ষের আচরণের তুলনা চলে। বিরাট আরও বেশি চাপে থাকতেন। এটা ওর স্বভাব। কিন্তু শুভমন, এটা তোমার নিজস্ব স্বভাব নয়। তুমি যে বিরাটকে অনুকরণের চেষ্টা করছ, তাতে তোমার ব্যাটিংয়ে প্রভাব পড়ছে।' — [1215, 1682, 1424, 1765]
top-photo — [42, 86, 778, 449]
asian-tt-col1 — [792, 192, 981, 555]
rahane-dateline: নয়াদিল্লি, ১৮ জুলাই : — [229, 1450, 308, 1460]
asian-tt-col4: এশিয়ান ইয়ুথ চ্যাম্পিয়নশিপের পর বোর্ড এক্সামের জন্য কেবল ৩০দিনই পাচ্ছেন দিব্যাংশী। এরমধ্যেই তৈরি হতে হবে তাঁকে। এরপর তাঁর বাবা রাহুল ভৌমিক মেয়েকে ভাল নম্বরের জন্য কোনও চাপ দিচ্ছেন না। তিনি বলেন, 'আমরা কোনও চাপ দিইনি। তবে ও নিজেই ভাল করতে চায়। এটাই ওকে নার্ভাস করে তুলেছে।' এবছর বোর্ড পরীক্ষার পর ফের র‍্যাকেট হাতে নেমে পড়তে হবে দিব্যাংশীকে। প্রস্তুতি নিতে হবে ইউ টি টি-র (আল্টিমেট টেবিল টেনিস) চ্যাম্পিয়নশিপের জন্য। এবছর রোমানিয়ায় বসবে এর আসর। সেখানে ওয়ার্ল্ড ইয়ুথ টেবিল টেনিস চ্যাম্পিয়নশিপে ভারতের প্রতিনিধিত্ব করবেন তিনি। এনিয়ে দিব্যাংশীর বাবা বলেন, 'একবার এশিয়ান চ্যাম্পিয়ন হয়ে গেলে ওয়ার্ল্ড চ্যাম্পিয়নশিপের না জেতার কোনও কারণ নেই। কারণ এশিয়ান চ্যাম্পিয়নশিপে যারা খেলবে তারাই ওয়ার্ল্ড চ্যাম্পিয়নশিপে খেলবে।' একটা নির্দিষ্ট লক্ষ্য না রেখে ভবিষ্যতের দিকে চোখ রেখে দিব্যাংশীকে এগিয়ে নিয়ে যেতে চাইছেন তাঁর বাবা। অবশ্যই এই সফরে ফোকাসে থাকছে অলিম্পিক পদক। তবে এখনই এনিয়ে তেমন ভাবতে চাইছেন না তাঁরা। বরং ধাপে ধাপে এগিয়ে ভবিষ্যত গড়তে চাইছেন। — [1316, 193, 1567, 387]
stokes-headline: স্টোকসের সঙ্গে বুমরা-র তুলনায় মানা রায়ানের — [43, 533, 777, 581]
angkrish-dateline: লন্ডন, ১৮ জুলাই : — [42, 1941, 115, 1951]
gym-photo — [990, 563, 1567, 987]
rule-zim-top — [990, 1008, 1567, 1009]
paper-logo: গতি — [45, 8, 132, 69]
